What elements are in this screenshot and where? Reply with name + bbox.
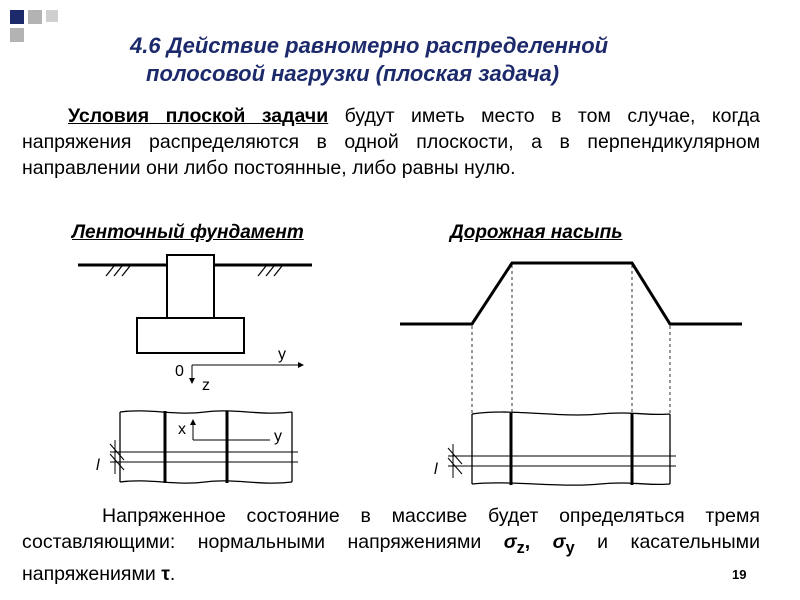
sigma-y-subscript: y	[565, 538, 575, 557]
length-label-right: l	[434, 461, 438, 478]
origin-label: 0	[175, 363, 184, 380]
intro-term: Условия плоской задачи	[68, 105, 329, 127]
strip-foundation-caption: Ленточный фундамент	[72, 222, 304, 243]
sigma-z-symbol: σ	[503, 531, 517, 553]
y-axis-label-plan: y	[274, 428, 282, 445]
x-axis-label: x	[178, 421, 186, 438]
title-line-1: 4.6 Действие равномерно распределенной	[130, 33, 609, 58]
foundation-footing	[137, 318, 244, 353]
conclusion-comma: ,	[524, 531, 553, 553]
sigma-y-symbol: σ	[552, 531, 566, 553]
sigma-z-subscript: z	[516, 538, 525, 557]
conclusion-text-1: Напряженное состояние в массиве будет определяться тремя составляющими: нормальными напряжениями	[22, 505, 760, 553]
tau-symbol: τ	[161, 562, 170, 585]
conclusion-text-2: и касательными напряжениями	[22, 531, 760, 585]
y-axis-label-section: y	[278, 346, 286, 363]
title-line-2: полосовой нагрузки (плоская задача)	[146, 61, 560, 86]
foundation-column	[167, 255, 214, 318]
strip-plan-view	[110, 411, 298, 483]
intro-text: будут иметь место в том случае, когда напряжения распределяются в одной плоскости, а в перпендикулярном направлении они либо постоянные, либо равны нулю.	[22, 105, 760, 179]
road-embankment-caption: Дорожная насыпь	[450, 222, 623, 243]
z-axis-label: z	[202, 377, 210, 394]
embankment-section	[400, 263, 742, 413]
page-number: 19	[732, 567, 747, 582]
conclusion-paragraph	[22, 503, 760, 587]
conclusion-end: .	[169, 562, 176, 585]
embankment-plan-view	[448, 412, 676, 485]
length-label-left: l	[96, 457, 100, 474]
